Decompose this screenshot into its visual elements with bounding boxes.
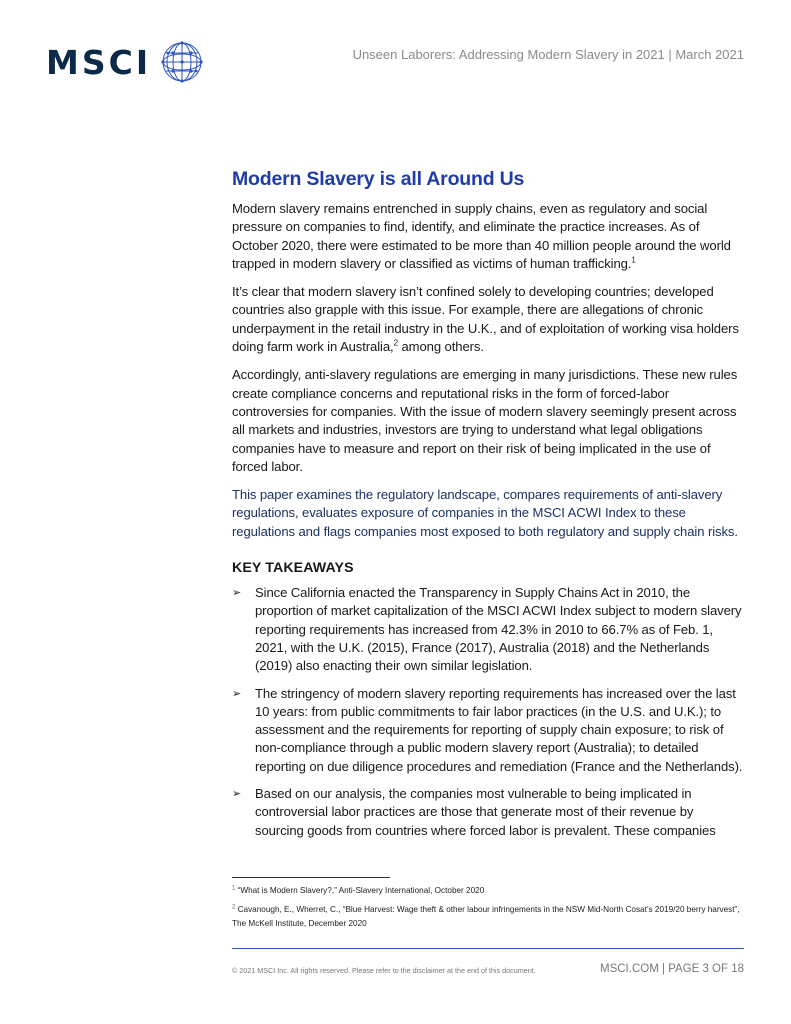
footer-divider [232,948,744,949]
document-header-title: Unseen Laborers: Addressing Modern Slavery in 2021 | March 2021 [352,47,744,62]
takeaway-text: The stringency of modern slavery reporting requirements has increased over the last 10 years: from public commitments to fair labor practices (in the U.S. and U.K.); to assessment and the requirements for reporting of supply chain exposure; to risk of non-compliance through a public modern slavery report (Australia); to detailed reporting on due diligence procedures and remediation (France and the Netherlands). [255,685,743,774]
paragraph-2-text-end: among others. [397,339,484,355]
key-takeaways-list [232,584,744,840]
paragraph-1-text: Modern slavery remains entrenched in supply chains, even as regulatory and social pressure on companies to find, identify, and eliminate the practice increases. As of October 2020, there were estimated to be more than 40 million people around the world trapped in modern slavery or classified as victims of human trafficking. [232,201,731,271]
footnote-2 [232,903,744,931]
footnote-1 [232,884,744,898]
section-heading: Modern Slavery is all Around Us [232,168,525,190]
msci-logo [46,40,204,84]
takeaway-text: Based on our analysis, the companies most vulnerable to being implicated in controversial labor practices are those that generate most of their revenue by sourcing goods from countries where forced labor is prevalent. These companies [255,786,716,838]
takeaway-item [232,785,744,840]
takeaway-text: Since California enacted the Transparency in Supply Chains Act in 2010, the proportion of market capitalization of the MSCI ACWI Index subject to modern slavery reporting requirements has increased from 42.3% in 2010 to 66.7% as of Feb. 1, 2021, with the U.K. (2015), France (2017), Australia (2018) and the Netherlands (2019) also enacting their own similar legislation. [255,585,742,674]
footnote-ref-1[interactable]: 1 [631,255,636,265]
paragraph-4: This paper examines the regulatory landscape, compares requirements of anti-slavery regulations, evaluates exposure of companies in the MSCI ACWI Index to these regulations and flags companies most exposed to both regulatory and supply chain risks. [232,487,738,539]
footnote-ref-2[interactable]: 2 [393,338,398,348]
footnotes [232,884,744,936]
footnote-number: 2 [232,904,236,911]
footnote-divider [232,877,390,878]
key-takeaways-heading: KEY TAKEAWAYS [232,560,354,577]
main-content [232,168,744,849]
footnote-text: “What is Modern Slavery?,” Anti-Slavery International, October 2020 [237,886,485,895]
arrow-bullet-icon: ➢ [232,687,242,700]
footnote-number: 1 [232,885,236,892]
globe-icon [160,40,204,84]
takeaway-item [232,584,744,675]
takeaway-item [232,685,744,776]
footnote-text: Cavanough, E., Wherret, C., “Blue Harvest: Wage theft & other labour infringements in the NSW Mid-North Cosat’s 2019/20 berry harvest”, The McKell Institute, December 2020 [232,905,740,928]
paragraph-2-text: It’s clear that modern slavery isn’t confined solely to developing countries; developed countries also grapple with this issue. For example, there are allegations of chronic underpayment in the retail industry in the U.K., and of exploitation of working visa holders doing farm work in Australia, [232,284,739,355]
copyright-notice: © 2021 MSCI Inc. All rights reserved. Please refer to the disclaimer at the end of this document. [232,966,536,975]
arrow-bullet-icon: ➢ [232,788,242,801]
paragraph-3: Accordingly, anti-slavery regulations are emerging in many jurisdictions. These new rules create compliance concerns and reputational risks in the form of forced-labor controversies for companies. With the issue of modern slavery seemingly present across all markets and industries, investors are trying to understand what legal obligations companies have to measure and report on their risk of being implicated in the use of forced labor. [232,367,738,474]
arrow-bullet-icon: ➢ [232,587,242,600]
paragraph-2 [232,283,744,356]
page-number[interactable]: MSCI.COM | PAGE 3 OF 18 [600,963,744,975]
logo-text: MSCI [46,42,152,82]
paragraph-1 [232,200,744,273]
